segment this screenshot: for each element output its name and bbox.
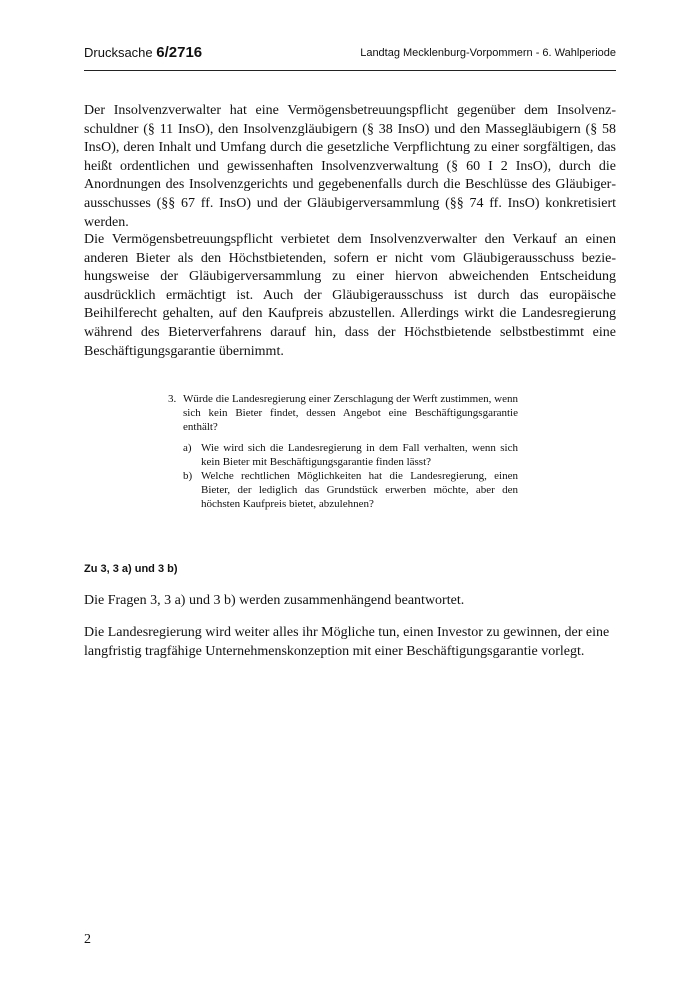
body-paragraph-2: Die Vermögensbetreuungspflicht verbietet dem Insolvenzverwalter den Verkauf an einen anderen Bieter als den Höchstbietenden, sofern er nicht vom Gläubigerausschuss beziehungsweise der Gläubigerversammlung zu einer hiervon abweichenden Entscheidung ausdrücklich ermächtigt ist. Auch der Gläubigerausschuss ist durch das europäische Beihilferecht gehalten, auf den Kaufpreis abzustellen. Allerdings wirkt die Landesregierung während des Bieterverfahrens darauf hin, dass der Höchstbietende selbstbestimmt eine Beschäftigungsgarantie übernimmt. xyxy=(84,232,616,359)
question-block xyxy=(168,392,518,511)
page-header xyxy=(84,40,616,71)
answer-paragraph-1: Die Fragen 3, 3 a) und 3 b) werden zusammenhängend beantwortet. xyxy=(84,593,465,608)
question-subitem-b xyxy=(183,469,518,511)
parliament-title: Landtag Mecklenburg-Vorpommern - 6. Wahlperiode xyxy=(360,47,616,59)
question-main xyxy=(168,392,518,434)
subitem-a-text: Wie wird sich die Landesregierung in dem Fall verhalten, wenn sich kein Bieter mit Beschäftigungsgarantie finden lässt? xyxy=(201,442,518,468)
subitem-b-text: Welche rechtlichen Möglichkeiten hat die Landesregierung, einen Bieter, der lediglich das Grundstück erwerben möchte, aber den höchsten Kaufpreis bietet, abzulehnen? xyxy=(201,470,518,510)
page-number: 2 xyxy=(84,932,91,947)
document-number-prefix: Drucksache xyxy=(84,45,157,60)
document-number xyxy=(84,44,202,61)
document-number-value: 6/2716 xyxy=(156,44,203,61)
answer-paragraph-2: Die Landesregierung wird weiter alles ihr Mögliche tun, einen Investor zu gewinnen, der eine langfristig tragfähige Unternehmenskonzeption mit einer Beschäftigungsgarantie vorlegt. xyxy=(84,625,610,659)
subitem-b-label: b) xyxy=(183,470,193,482)
subitem-a-label: a) xyxy=(183,442,192,454)
answer-heading: Zu 3, 3 a) und 3 b) xyxy=(84,563,178,575)
question-text: Würde die Landesregierung einer Zerschlagung der Werft zustimmen, wenn sich kein Bieter findet, dessen Angebot eine Beschäftigungsgarantie enthält? xyxy=(183,393,518,433)
question-subitems xyxy=(168,441,518,511)
question-number: 3. xyxy=(168,393,177,405)
question-subitem-a xyxy=(183,441,518,469)
body-paragraph-1: Der Insolvenzverwalter hat eine Vermögensbetreuungspflicht gegenüber dem Insolvenzschuldner (§ 11 InsO), den Insolvenzgläubigern (§ 38 InsO) und den Massegläubigern (§ 58 InsO), deren Inhalt und Umfang durch die gesetzliche Verpflichtung zu einer sorgfältigen, das heißt ordentlichen und gewissenhaften Insolvenzverwaltung (§ 60 I 2 InsO), durch die Anordnungen des Insolvenzgerichts und gegebenenfalls durch die Beschlüsse des Gläubigerausschusses (§§ 67 ff. InsO) und der Gläubigerversammlung (§§ 74 ff. InsO) konkretisiert werden. xyxy=(84,103,616,230)
